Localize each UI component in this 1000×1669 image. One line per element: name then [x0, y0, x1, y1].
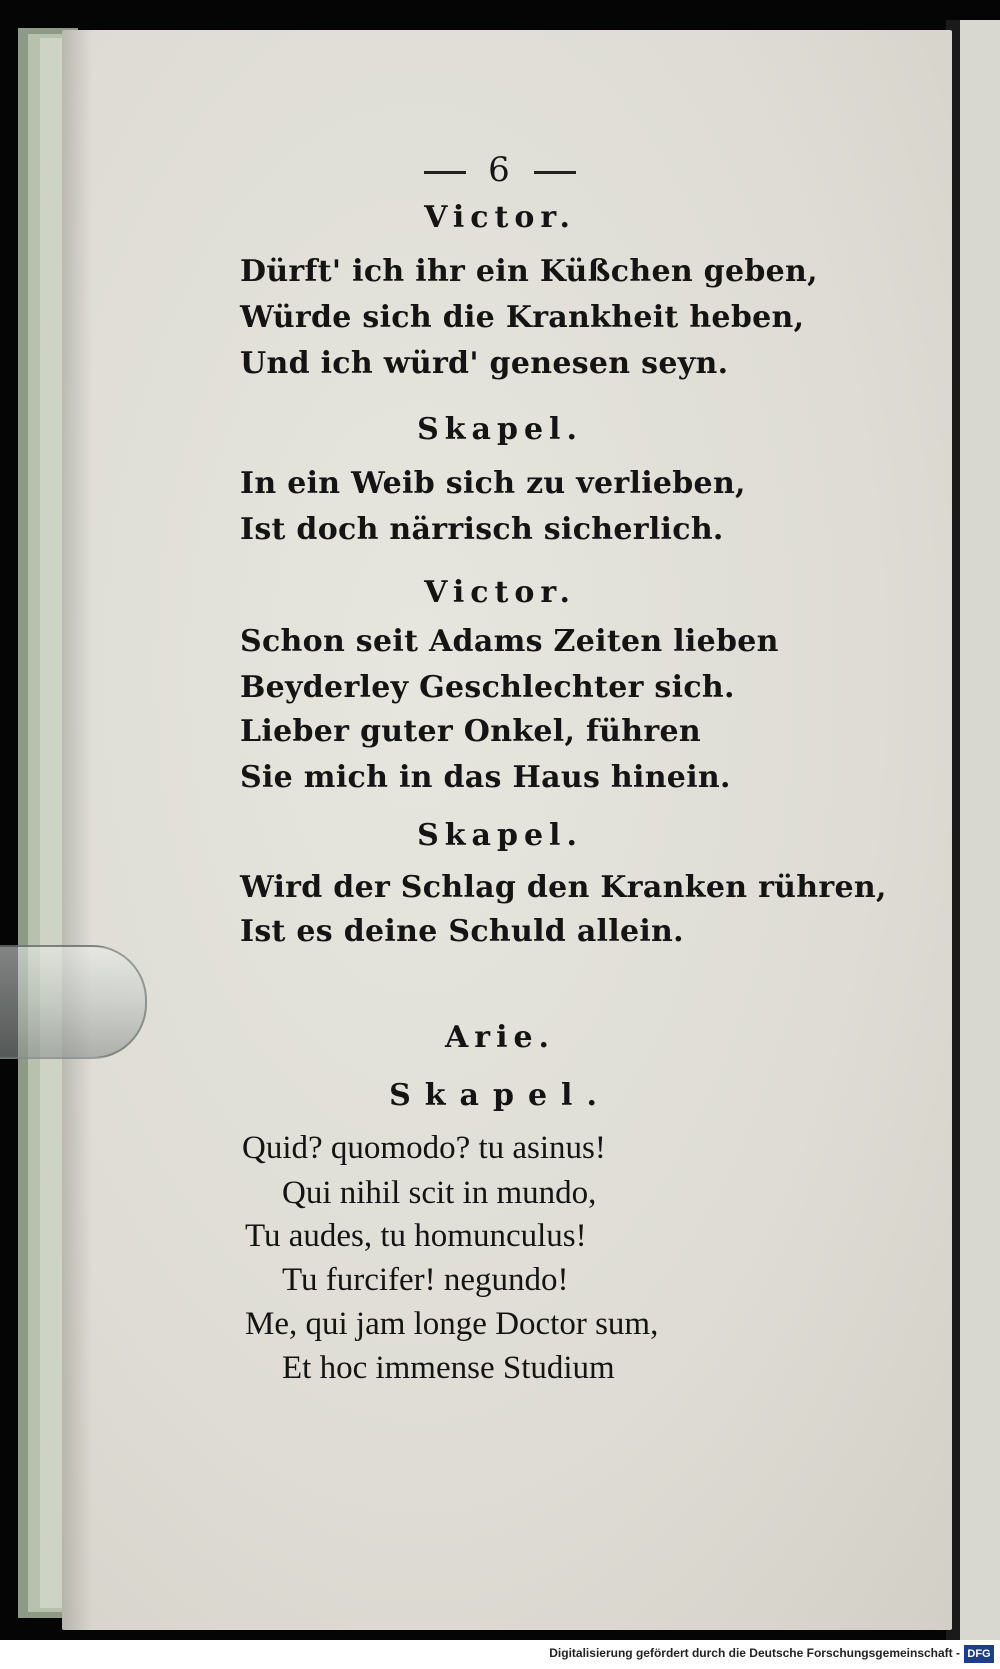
- latin-line: Et hoc immense Studium: [282, 1350, 615, 1386]
- dfg-logo: DFG: [964, 1645, 994, 1663]
- verse-line: Dürft' ich ihr ein Küßchen geben,: [240, 254, 818, 289]
- verse-line: In ein Weib sich zu verlieben,: [240, 466, 746, 501]
- verse-line: Ist doch närrisch sicherlich.: [240, 512, 724, 547]
- verse-line: Sie mich in das Haus hinein.: [240, 760, 731, 795]
- verse-line: Schon seit Adams Zeiten lieben: [240, 624, 779, 659]
- speaker-name: Skapel.: [417, 818, 583, 853]
- speaker-name: Victor.: [424, 200, 576, 235]
- latin-line: Qui nihil scit in mundo,: [282, 1175, 597, 1211]
- latin-line: Tu audes, tu homunculus!: [245, 1218, 587, 1254]
- verse-line: Lieber guter Onkel, führen: [240, 714, 702, 749]
- speaker-name: Skapel.: [417, 412, 583, 447]
- page-clamp: [0, 945, 147, 1059]
- verse-line: Würde sich die Krankheit heben,: [240, 300, 805, 335]
- speaker-name: Skapel.: [389, 1078, 611, 1113]
- verse-line: Wird der Schlag den Kranken rühren,: [240, 870, 887, 905]
- page-number-text: 6: [488, 150, 512, 190]
- dash-right: [534, 171, 576, 174]
- page-number: [0, 150, 1000, 190]
- dash-left: [424, 171, 466, 174]
- latin-line: Quid? quomodo? tu asinus!: [242, 1130, 606, 1166]
- aria-heading: Arie.: [444, 1020, 555, 1055]
- latin-line: Me, qui jam longe Doctor sum,: [245, 1306, 659, 1342]
- verse-line: Beyderley Geschlechter sich.: [240, 670, 735, 705]
- footer-bar: [0, 1640, 1000, 1669]
- latin-line: Tu furcifer! negundo!: [282, 1262, 569, 1298]
- speaker-name: Victor.: [424, 575, 576, 610]
- footer-credit: Digitalisierung gefördert durch die Deutsche Forschungsgemeinschaft -: [549, 1646, 960, 1660]
- verse-line: Und ich würd' genesen seyn.: [240, 346, 729, 381]
- verse-line: Ist es deine Schuld allein.: [240, 914, 684, 949]
